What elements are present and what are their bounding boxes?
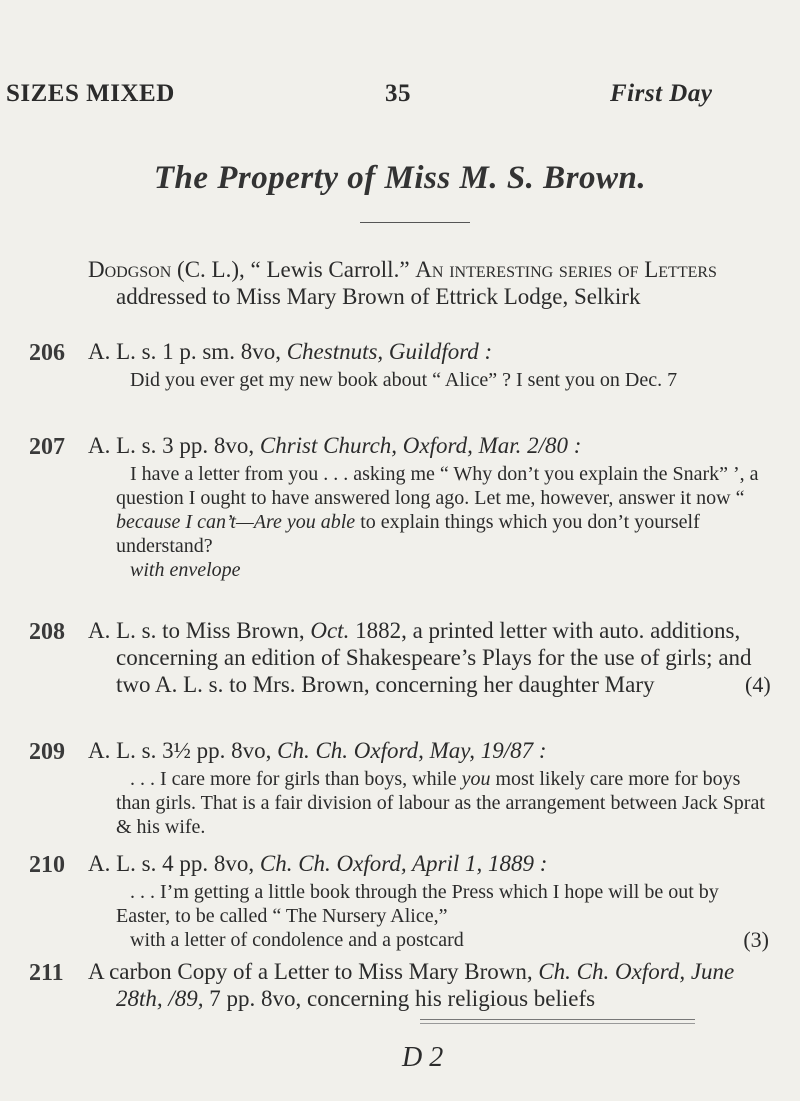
lot-entry-207 <box>88 432 773 582</box>
signature-mark: D 2 <box>402 1042 444 1073</box>
lot-prefix: A. L. s. 3½ pp. 8vo, <box>88 738 278 763</box>
lot-number: 207 <box>29 434 65 460</box>
footer-rule-secondary <box>420 1023 695 1024</box>
lot-description: 7 pp. 8vo, concerning his religious beliefs <box>203 986 596 1011</box>
collection-heading: The Property of Miss M. S. Brown. <box>153 160 647 196</box>
lot-prefix: A carbon Copy of a Letter to Miss Mary Brown, <box>88 959 539 984</box>
intro-author: Dodgson <box>88 257 172 282</box>
intro-letters: Letters <box>644 257 717 282</box>
lot-quantity: (3) <box>743 927 769 952</box>
lot-place: Chestnuts, Guildford : <box>286 339 493 364</box>
lot-place: Christ Church, Oxford, Mar. 2/80 : <box>259 433 582 458</box>
lot-quote-end: most likely care more for boys than girls. That is a fair division of labour as the arrangement between Jack Sprat & his wife. <box>116 768 765 838</box>
page-number: 35 <box>385 80 411 107</box>
footer-rule <box>420 1019 695 1020</box>
intro-head: (C. L.), “ Lewis Carroll.” <box>171 257 416 282</box>
running-head-left: SIZES MIXED <box>6 80 175 107</box>
intro-entry <box>88 256 773 310</box>
lot-number: 206 <box>29 340 65 366</box>
lot-entry-208: A. L. s. to Miss Brown, Oct. 1882, a printed letter with auto. additions, concerning an edition of Shakespeare’s Plays for the use of girls; and two A. L. s. to Mrs. Brown, concerning her daughter Mary (4) <box>88 618 771 697</box>
lot-entry-209 <box>88 737 773 839</box>
lot-entry-206 <box>88 338 773 392</box>
lot-quote: . . . I’m getting a little book through the Press which I hope will be out by Easter, to be called “ The Nursery Alice,” <box>116 881 719 927</box>
lot-quote: I have a letter from you . . . asking me “ Why don’t you explain the Snark” ’, a question I ought to have answered long ago. Let me, however, answer it now “ <box>116 463 759 509</box>
intro-series: An interesting series of <box>415 257 639 282</box>
lot-quote-italic: because I can’t—Are you able <box>116 511 356 533</box>
lot-quote-end: to explain things which you don’t yourself understand? <box>116 511 700 557</box>
lot-prefix: A. L. s. 4 pp. 8vo, <box>88 851 260 876</box>
lot-quote: . . . I care more for girls than boys, while <box>130 768 462 790</box>
lot-entry-211 <box>88 958 773 1012</box>
lot-place: Ch. Ch. Oxford, April 1, 1889 : <box>259 851 548 876</box>
lot-place: Ch. Ch. Oxford, May, 19/87 : <box>277 738 547 763</box>
lot-description: 1882, a printed letter with auto. additions, concerning an edition of Shakespeare’s Plays for the use of girls; and two A. L. s. to Mrs. Brown, concerning her daughter Mary <box>116 618 752 697</box>
heading-rule <box>360 222 470 223</box>
lot-quote: Did you ever get my new book about “ Alice” ? I sent you on Dec. 7 <box>130 369 678 391</box>
lot-prefix: A. L. s. 3 pp. 8vo, <box>88 433 260 458</box>
lot-number: 210 <box>29 852 65 878</box>
intro-rest: addressed to Miss Mary Brown of Ettrick Lodge, Selkirk <box>116 284 641 309</box>
lot-prefix: A. L. s. to Miss Brown, <box>88 618 311 643</box>
lot-note: with envelope <box>130 559 241 581</box>
lot-note: with a letter of condolence and a postcard <box>130 929 464 951</box>
lot-entry-210 <box>88 850 773 952</box>
lot-prefix: A. L. s. 1 p. sm. 8vo, <box>88 339 287 364</box>
running-head-right: First Day <box>610 80 713 107</box>
lot-quote-italic: you <box>461 768 491 790</box>
lot-place: Ch. Ch. Oxford, June 28th, /89, <box>116 959 735 1011</box>
lot-number: 208 <box>29 619 65 645</box>
lot-number: 211 <box>29 960 64 986</box>
lot-place: Oct. <box>310 618 350 643</box>
lot-number: 209 <box>29 739 65 765</box>
running-head <box>0 80 800 114</box>
